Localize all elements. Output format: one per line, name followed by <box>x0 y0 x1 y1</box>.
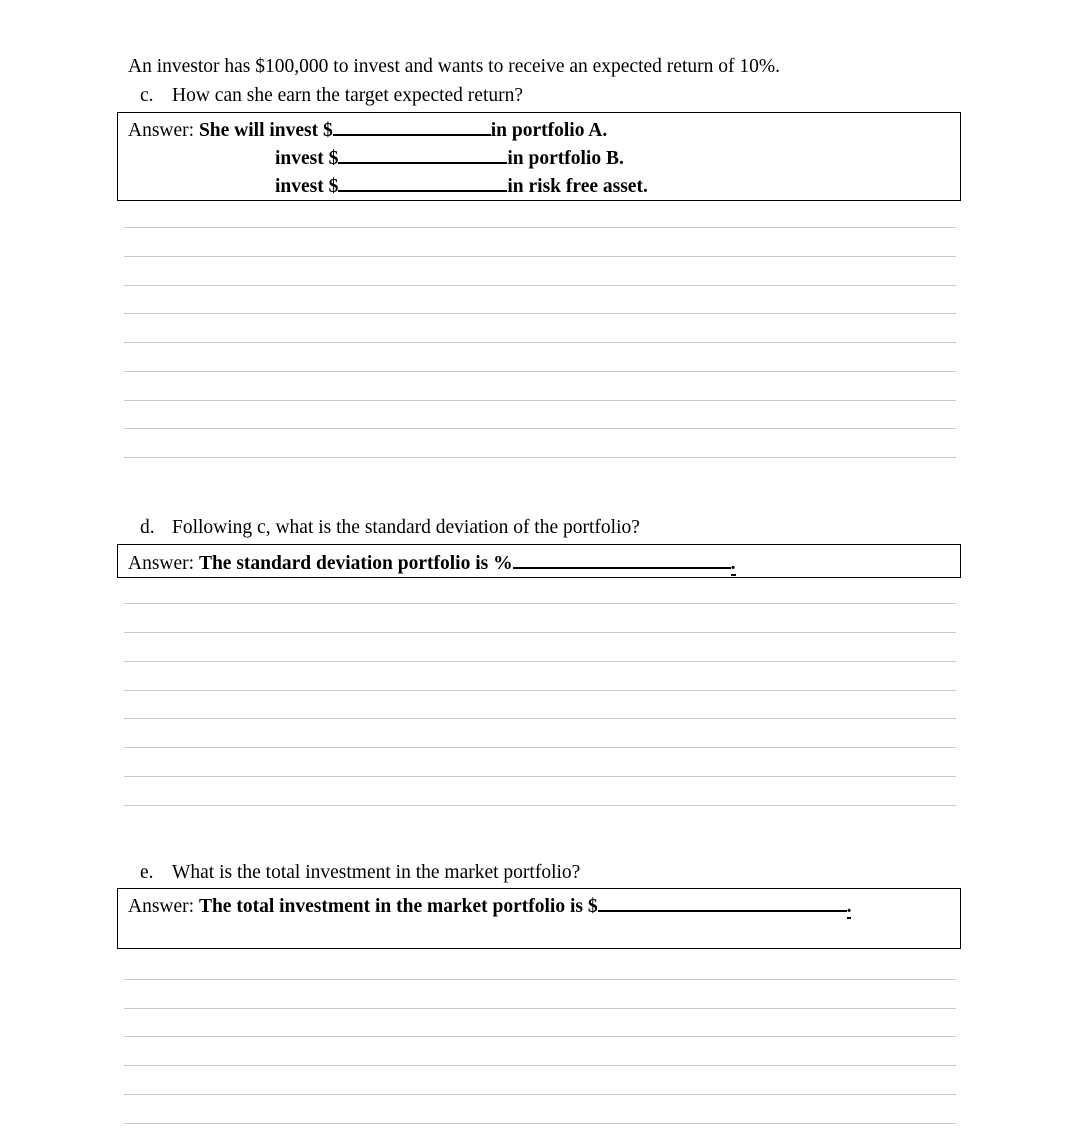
answer-d-end-mark: . <box>730 553 736 574</box>
answer-e-end-mark: . <box>846 896 852 917</box>
question-c-letter: c. <box>140 85 154 106</box>
writing-line <box>124 457 956 458</box>
writing-line <box>124 661 956 662</box>
writing-line <box>124 747 956 748</box>
answer-c-line-3 <box>275 172 648 198</box>
blank-portfolio-a[interactable] <box>333 116 491 136</box>
answer-c-line-2-prefix: invest $ <box>275 148 339 169</box>
question-c-text: How can she earn the target expected return? <box>172 85 524 106</box>
writing-line <box>124 371 956 372</box>
writing-line <box>124 1123 956 1124</box>
question-e-letter: e. <box>140 862 154 883</box>
writing-line <box>124 603 956 604</box>
writing-line <box>124 776 956 777</box>
question-d-text: Following c, what is the standard deviation of the portfolio? <box>172 517 640 538</box>
answer-c-line-3-prefix: invest $ <box>275 176 339 197</box>
writing-line <box>124 342 956 343</box>
answer-c-label: Answer: <box>128 120 195 141</box>
answer-d-line <box>128 549 736 575</box>
answer-c-line-2 <box>275 144 624 170</box>
answer-c-line-3-suffix: in risk free asset. <box>507 176 648 197</box>
writing-line <box>124 285 956 286</box>
writing-line <box>124 428 956 429</box>
answer-c-line-1-suffix: in portfolio A. <box>490 120 608 141</box>
writing-line <box>124 979 956 980</box>
writing-line <box>124 227 956 228</box>
answer-d-text: The standard deviation portfolio is % <box>198 553 513 574</box>
writing-line <box>124 690 956 691</box>
problem-intro: An investor has $100,000 to invest and wants to receive an expected return of 10%. <box>128 56 780 77</box>
writing-line <box>124 1008 956 1009</box>
answer-e-line <box>128 892 851 918</box>
blank-market-portfolio[interactable] <box>598 892 847 912</box>
blank-portfolio-b[interactable] <box>338 144 507 164</box>
writing-line <box>124 632 956 633</box>
writing-line <box>124 1094 956 1095</box>
answer-c-line-2-suffix: in portfolio B. <box>507 148 624 169</box>
blank-standard-deviation[interactable] <box>513 549 731 569</box>
answer-c-line-1-prefix: She will invest $ <box>198 120 333 141</box>
question-e <box>140 862 580 884</box>
writing-line <box>124 1036 956 1037</box>
writing-line <box>124 256 956 257</box>
blank-risk-free-asset[interactable] <box>338 172 507 192</box>
answer-d-label: Answer: <box>128 553 195 574</box>
question-d <box>140 517 640 539</box>
writing-line <box>124 805 956 806</box>
answer-e-label: Answer: <box>128 896 195 917</box>
answer-c-line-1 <box>128 116 607 142</box>
question-d-letter: d. <box>140 517 155 538</box>
question-c <box>140 85 523 107</box>
writing-line <box>124 718 956 719</box>
writing-line <box>124 1065 956 1066</box>
writing-line <box>124 313 956 314</box>
question-e-text: What is the total investment in the market portfolio? <box>172 862 581 883</box>
writing-line <box>124 400 956 401</box>
answer-e-text: The total investment in the market portfolio is $ <box>198 896 598 917</box>
